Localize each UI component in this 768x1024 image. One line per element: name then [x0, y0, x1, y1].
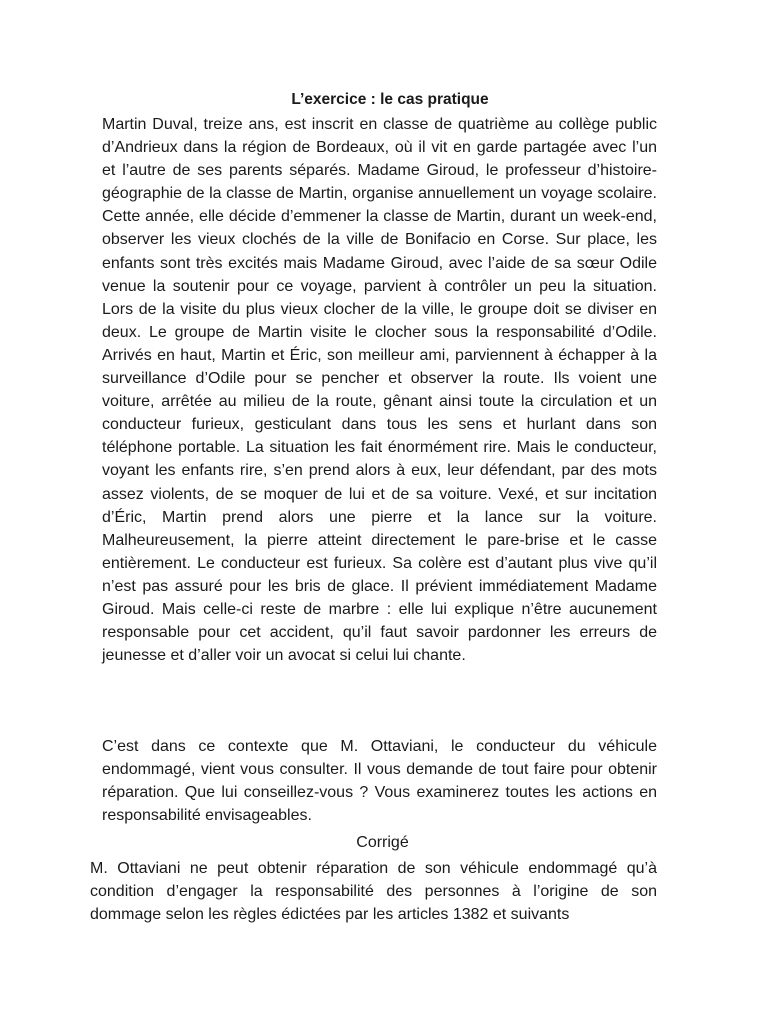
case-facts-paragraph: Martin Duval, treize ans, est inscrit en classe de quatrième au collège public d’Andrieux dans la région de Bordeaux, où il vit en garde partagée avec l’un et l’autre de ses parents séparés. Madame Giroud, le professeur d’histoire-géographie de la classe de Martin, organise annuellement un voyage scolaire. Cette année, elle décide d’emmener la classe de Martin, durant un week-end, observer les vieux clochés de la ville de Bonifacio en Corse. Sur place, les enfants sont très excités mais Madame Giroud, avec l’aide de sa sœur Odile venue la soutenir pour ce voyage, parvient à contrôler un peu la situation. Lors de la visite du plus vieux clocher de la ville, le groupe doit se diviser en deux. Le groupe de Martin visite le clocher sous la responsabilité d’Odile. Arrivés en haut, Martin et Éric, son meilleur ami, parviennent à échapper à la surveillance d’Odile pour se pencher et observer la route. Ils voient une voiture, arrêtée au milieu de la route, gênant ainsi toute la circulation et un conducteur furieux, gesticulant dans tous les sens et hurlant dans son téléphone portable. La situation les fait énormément rire. Mais le conducteur, voyant les enfants rire, s’en prend alors à eux, leur défendant, par des mots assez violents, de se moquer de lui et de sa voiture. Vexé, et sur incitation d’Éric, Martin prend alors une pierre et la lance sur la voiture. Malheureusement, la pierre atteint directement le pare-brise et le casse entièrement. Le conducteur est furieux. Sa colère est d’autant plus vive qu’il n’est pas assuré pour les bris de glace. Il prévient immédiatement Madame Giroud. Mais celle-ci reste de marbre : elle lui explique n’être aucunement responsable pour cet accident, qu’il faut savoir pardonner les erreurs de jeunesse et d’aller voir un avocat si celui lui chante.	[102, 116, 657, 665]
corrige-paragraph: M. Ottaviani ne peut obtenir réparation de son véhicule endommagé qu’à condition d’engager la responsabilité des personnes à l’origine de son dommage selon les règles édictées par les articles 1382 et suivants	[90, 860, 657, 924]
exercise-title: L’exercice : le cas pratique	[291, 91, 489, 108]
corrige-heading: Corrigé	[356, 834, 409, 851]
consultation-paragraph: C’est dans ce contexte que M. Ottaviani, le conducteur du véhicule endommagé, vient vous consulter. Il vous demande de tout faire pour obtenir réparation. Que lui conseillez-vous ? Vous examinerez toutes les actions en responsabilité envisageables.	[102, 738, 657, 825]
